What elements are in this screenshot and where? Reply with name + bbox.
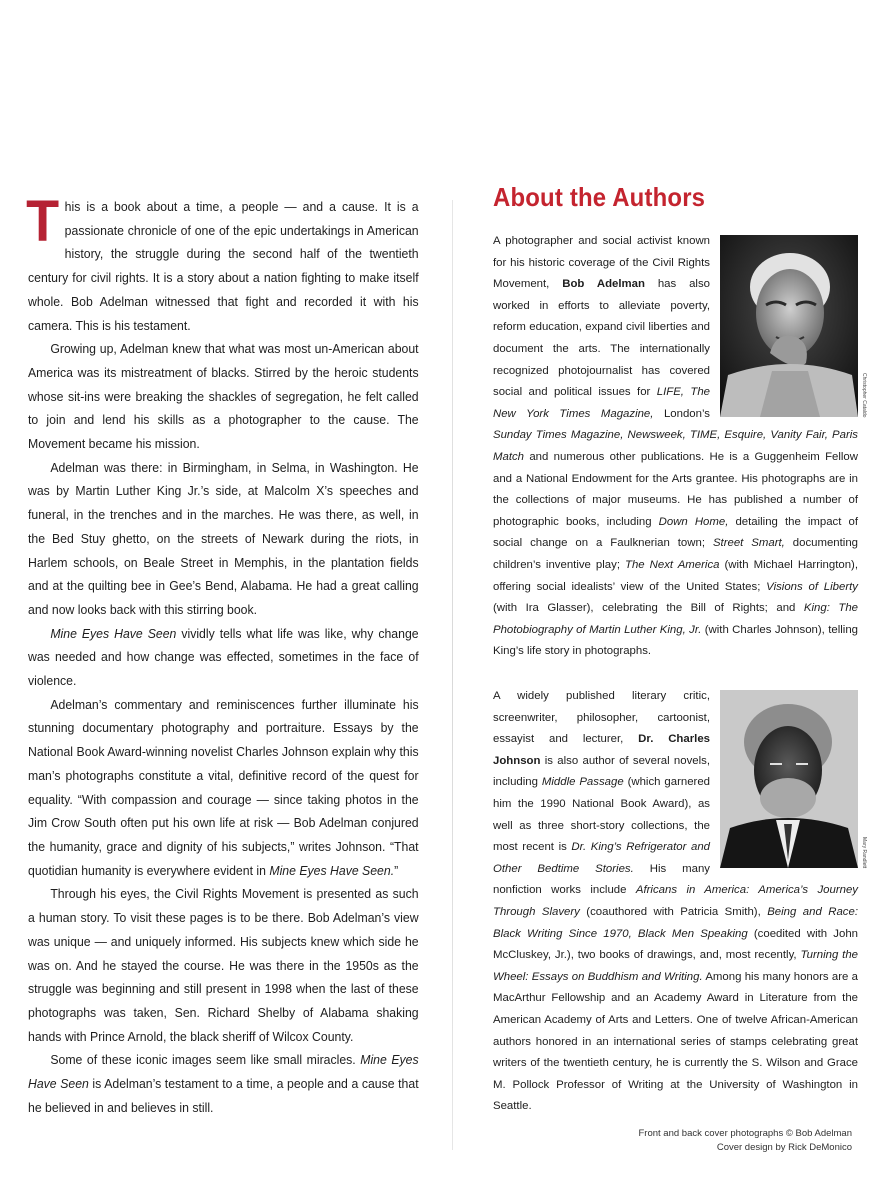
drop-cap: T <box>26 189 60 254</box>
book-title: Mine Eyes Have Seen. <box>269 862 395 878</box>
cover-design-credit: Cover design by Rick DeMonico <box>716 1142 852 1153</box>
paragraph-3: Adelman was there: in Birmingham, in Selma, in Washington. He was by Martin Luther King Jr.’s side, at Malcolm X’s speeches and funeral, in the trenches and in the marches. He was there, as well, in the Bed Stuy ghetto, on the streets of Newark during the riots, in Harlem schools, on Beale Street in Memphis, in the plantation fields and at the quilting bee in Gee’s Bend, Alabama. He had a great calling and now looks back with this stirring book. <box>28 459 419 617</box>
bio-charles-johnson <box>493 686 867 1118</box>
paragraph-6: Through his eyes, the Civil Rights Movement is presented as such a human story. To visit these pages is to be there. Bob Adelman’s view was unique — and uniquely informed. His subjects knew which side he was on. And he stayed the course. He was there in the 1950s as the struggle was beginning and still present in 1998 when the last of these photographs was taken, Sen. Richard Shelby of Alabama shaking hands with Prince Arnold, the black sheriff of Wilcox County. <box>28 886 419 1044</box>
author-name: Dr. Charles Johnson <box>493 733 710 767</box>
book-title: Mine Eyes Have Seen <box>28 1052 419 1092</box>
cover-credits <box>552 1127 852 1155</box>
about-authors-heading: About the Authors <box>493 182 706 212</box>
author-photo-johnson <box>720 690 867 868</box>
book-title: Mine Eyes Have Seen <box>50 625 177 641</box>
fold-line <box>452 200 453 1150</box>
paragraph-5: Adelman’s commentary and reminiscences further illuminate his stunning documentary photography and portraiture. Essays by the National Book Award-winning novelist Charles Johnson explain why this man’s photographs constitute a vital, definitive record of the quest for equality. “With compassion and courage — since taking photos in the Jim Crow South often put his own life at risk — Bob Adelman conjured the humanity, grace and dignity of his subjects,” writes Johnson. “That quotidian humanity is everywhere evident in Mine Eyes Have Seen.” <box>28 696 419 878</box>
bio-text: A photographer and social activist known for his historic coverage of the Civil Rights Movement, Bob Adelman has also worked in efforts to alleviate poverty, reform education, expand civil liberties and document the arts. The internationally recognized photojournalist has covered social and political issues for LIFE, The New York Times Magazine, London’s Sunday Times Magazine, Newsweek, TIME, Esquire, Vanity Fair, Paris Match and numerous other publications. He is a Guggenheim Fellow and a National Endowment for the Arts grantee. His photographs are in the collections of major museums. He has published a number of photographic books, including Down Home, detailing the impact of social change on a Faulknerian town; Street Smart, documenting children’s inventive play; The Next America (with Michael Harrington), offering social idealists’ view of the United States; Visions of Liberty (with Ira Glasser), celebrating the Bill of Rights; and King: The Photobiography of Martin Luther King, Jr. (with Charles Johnson), telling King’s life story in photographs. <box>493 235 859 658</box>
bio-text: A widely published literary critic, screenwriter, philosopher, cartoonist, essayist and lecturer, Dr. Charles Johnson is also author of several novels, including Middle Passage (which garnered him the 1990 National Book Award), as well as three short-story collections, the most recent is Dr. King’s Refrigerator and Other Bedtime Stories. His many nonfiction works include Africans in America: America’s Journey Through Slavery (coauthored with Patricia Smith), Being and Race: Black Writing Since 1970, Black Men Speaking (coedited with John McCluskey, Jr.), two books of drawings, and, most recently, Turning the Wheel: Essays on Buddhism and Writing. Among his many honors are a MacArthur Fellowship and an Academy Award in Literature from the American Academy of Arts and Letters. One of twelve African-American authors honored in an international series of stamps celebrating great writers of the twentieth century, he is currently the S. Wilson and Grace M. Pollock Professor of Writing at the University of Washington in Seattle. <box>493 690 859 1113</box>
book-description <box>26 189 419 1119</box>
paragraph-7: Some of these iconic images seem like small miracles. Mine Eyes Have Seen is Adelman’s testament to a time, a people and a cause that he believed in and believes in still. <box>28 1052 419 1115</box>
paragraph-2: Growing up, Adelman knew that what was most un-American about America was its mistreatment of blacks. Stirred by the heroic students whose sit-ins were breaking the shackles of segregation, he felt called to join and lend his skills as a photographer to the cause. The Movement became his mission. <box>28 341 419 452</box>
portrait-johnson-image <box>720 690 858 868</box>
portrait-adelman-image <box>720 235 858 417</box>
author-photo-adelman <box>720 235 867 417</box>
paragraph-1: This is a book about a time, a people — and a cause. It is a passionate chronicle of one of the epic undertakings in American history, the struggle during the second half of the twentieth century for civil rights. It is a story about a nation fighting to make itself whole. Bob Adelman witnessed that fight and recorded it with his camera. This is his testament. <box>26 189 419 333</box>
cover-photo-credit: Front and back cover photographs © Bob Adelman <box>638 1128 852 1139</box>
photo-credit: Mary Randlett <box>861 836 867 868</box>
bio-bob-adelman <box>493 231 867 663</box>
photo-credit: Christopher Cataldo <box>861 372 867 417</box>
author-name: Bob Adelman <box>562 278 645 291</box>
paragraph-4: Mine Eyes Have Seen vividly tells what life was like, why change was needed and how change was effected, sometimes in the face of violence. <box>28 625 419 689</box>
